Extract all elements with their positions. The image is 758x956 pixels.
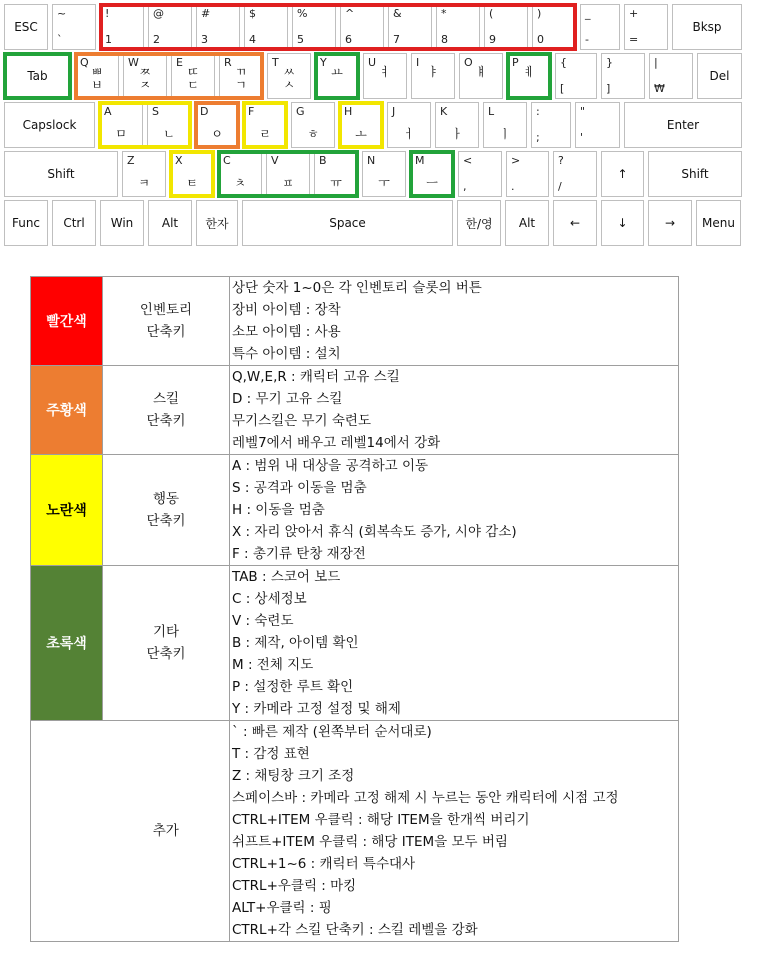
key-hangul-shift: ㅃ xyxy=(91,65,103,79)
key-w[interactable] xyxy=(123,53,167,99)
key-label: Alt xyxy=(518,216,536,230)
key-2[interactable] xyxy=(148,4,192,50)
key-hangul: ㄷ xyxy=(187,78,199,92)
shortcut-group-name xyxy=(103,366,230,455)
key-label: Bksp xyxy=(692,20,722,34)
description-line: X : 자리 앉아서 휴식 (회복속도 증가, 시야 감소) xyxy=(232,524,517,540)
key-k[interactable] xyxy=(435,102,479,148)
group-name-line: 기타 xyxy=(152,624,180,640)
key-label: → xyxy=(664,216,676,230)
key-label: Func xyxy=(11,216,41,230)
key-left[interactable] xyxy=(553,200,597,246)
key-hangul: ㄹ xyxy=(259,127,271,141)
key-label: ESC xyxy=(14,20,38,34)
description-line: TAB : 스코어 보드 xyxy=(232,569,341,585)
key-down[interactable] xyxy=(601,200,644,246)
key-shift-char: # xyxy=(201,7,211,20)
key-base-char: 8 xyxy=(441,33,448,46)
key-right[interactable] xyxy=(648,200,692,246)
key-shift-char: N xyxy=(367,154,376,167)
key-hangul: ㄴ xyxy=(163,127,175,141)
group-name-line: 단축키 xyxy=(146,324,186,340)
key-hangul: ㅊ xyxy=(234,176,246,190)
description-line: CTRL+각 스킬 단축키 : 스킬 레벨을 강화 xyxy=(232,922,478,938)
key-shift-char: & xyxy=(393,7,402,20)
description-line: M : 전체 지도 xyxy=(232,657,314,673)
key-base-char: ₩ xyxy=(654,82,665,95)
key-hangul-shift: ㄲ xyxy=(235,65,247,79)
description-line: ` : 빠른 제작 (왼쪽부터 순서대로) xyxy=(232,724,432,740)
description-cell xyxy=(230,277,679,366)
description-line: Q,W,E,R : 캐릭터 고유 스킬 xyxy=(232,369,400,385)
key-base-char: 4 xyxy=(249,33,256,46)
key-shift-char: C xyxy=(223,154,231,167)
key-v[interactable] xyxy=(266,151,310,197)
description-line: H : 이동을 멈춤 xyxy=(232,502,325,518)
key-base-char: , xyxy=(463,180,467,193)
key-hangul: ㅣ xyxy=(499,127,511,141)
description-line: S : 공격과 이동을 멈춤 xyxy=(232,480,367,496)
key-p[interactable] xyxy=(507,53,551,99)
key-e[interactable] xyxy=(171,53,215,99)
key-shift-char: ~ xyxy=(57,7,67,20)
key-s[interactable] xyxy=(147,102,191,148)
key-shift-char: > xyxy=(511,154,521,167)
key-shift-char: _ xyxy=(585,7,591,20)
key-label: ↑ xyxy=(617,167,628,181)
keyboard-diagram xyxy=(0,0,758,250)
key-shift-char: O xyxy=(464,56,473,69)
key-label: Tab xyxy=(27,69,48,83)
key-label: ↓ xyxy=(617,216,628,230)
table-row xyxy=(31,566,679,721)
key-shift-char: ^ xyxy=(345,7,355,20)
key-shift-char: E xyxy=(176,56,183,69)
key-label: Alt xyxy=(161,216,179,230)
description-line: CTRL+우클릭 : 마킹 xyxy=(232,878,357,894)
key-shift-char: L xyxy=(488,105,495,118)
key-shift-char: K xyxy=(440,105,448,118)
key-shift-char: V xyxy=(271,154,279,167)
key-base-char: . xyxy=(511,180,515,193)
key-shift-char: " xyxy=(580,105,586,118)
key-label: Shift xyxy=(681,167,709,181)
description-line: CTRL+1~6 : 캐릭터 특수대사 xyxy=(232,856,416,872)
description-line: C : 상세정보 xyxy=(232,591,307,607)
description-line: V : 숙련도 xyxy=(232,613,294,629)
key-hangul: ㅇ xyxy=(211,127,223,141)
key-lbracket[interactable] xyxy=(555,53,597,99)
key-quote[interactable] xyxy=(575,102,620,148)
description-cell xyxy=(230,566,679,721)
description-line: 장비 아이템 : 장착 xyxy=(232,302,341,318)
key-semicolon[interactable] xyxy=(531,102,571,148)
key-shift-char: J xyxy=(392,105,396,118)
description-line: 특수 아이템 : 설치 xyxy=(232,346,341,362)
key-comma[interactable] xyxy=(458,151,502,197)
key-i[interactable] xyxy=(411,53,455,99)
description-line: 레벨7에서 배우고 레벨14에서 강화 xyxy=(232,435,441,451)
key-label: Win xyxy=(110,216,134,230)
group-name-line: 인벤토리 xyxy=(139,302,193,318)
description-line: P : 설정한 루트 확인 xyxy=(232,679,354,695)
group-name-line: 단축키 xyxy=(146,513,186,529)
key-base-char: [ xyxy=(560,82,565,95)
key-up[interactable] xyxy=(601,151,644,197)
key-backslash[interactable] xyxy=(649,53,693,99)
key-hangul: ㅋ xyxy=(138,176,150,190)
key-shift-char: F xyxy=(248,105,255,118)
key-shift-char: P xyxy=(512,56,519,69)
table-row xyxy=(31,455,679,566)
key-shift-char: I xyxy=(416,56,420,69)
key-hangul-shift: ㅖ xyxy=(523,65,535,79)
description-line: Z : 채팅창 크기 조정 xyxy=(232,768,355,784)
key-d[interactable] xyxy=(195,102,239,148)
description-line: B : 제작, 아이템 확인 xyxy=(232,635,359,651)
key-hangul: ㅓ xyxy=(403,127,415,141)
key-label: Menu xyxy=(702,216,735,230)
key-equal[interactable] xyxy=(624,4,668,50)
key-shift-char: M xyxy=(415,154,425,167)
key-hangul-shift: ㄸ xyxy=(187,65,199,79)
group-name-line: 단축키 xyxy=(146,646,186,662)
key-shift-char: ? xyxy=(558,154,564,167)
key-func[interactable] xyxy=(4,200,48,246)
key-b[interactable] xyxy=(314,151,358,197)
key-shift-char: { xyxy=(560,56,567,69)
key-hangul: ㅅ xyxy=(283,78,295,92)
key-hangul: ㅁ xyxy=(115,127,127,141)
key-base-char: 7 xyxy=(393,33,400,46)
key-shift-char: + xyxy=(629,7,639,20)
key-hangul: ㅌ xyxy=(186,176,198,190)
key-shift-char: H xyxy=(344,105,353,118)
key-z[interactable] xyxy=(122,151,166,197)
key-label: Capslock xyxy=(22,118,77,132)
key-t[interactable] xyxy=(267,53,311,99)
key-5[interactable] xyxy=(292,4,336,50)
key-hanja[interactable] xyxy=(196,200,238,246)
key-shift-char: ) xyxy=(537,7,542,20)
key-esc[interactable] xyxy=(4,4,48,50)
key-hangul: ㅂ xyxy=(91,78,103,92)
key-r[interactable] xyxy=(219,53,263,99)
key-h[interactable] xyxy=(339,102,383,148)
category-cell: 초록색 xyxy=(31,566,103,721)
key-shift-char: W xyxy=(128,56,139,69)
key-shift-char: B xyxy=(319,154,327,167)
key-hangul-shift: ㅕ xyxy=(379,65,391,79)
key-menu[interactable] xyxy=(696,200,741,246)
category-cell: 빨간색 xyxy=(31,277,103,366)
key-base-char: 2 xyxy=(153,33,160,46)
key-l[interactable] xyxy=(483,102,527,148)
key-shift-char: R xyxy=(224,56,232,69)
key-a[interactable] xyxy=(99,102,143,148)
key-hangul: ㄱ xyxy=(235,78,247,92)
key-label: Space xyxy=(329,216,366,230)
group-name-line: 추가 xyxy=(152,823,179,839)
key-lshift[interactable] xyxy=(4,151,118,197)
key-y[interactable] xyxy=(315,53,359,99)
key-shift-char: G xyxy=(296,105,305,118)
group-name-line: 스킬 xyxy=(152,391,180,407)
table-row xyxy=(31,721,679,942)
description-line: 무기스킬은 무기 숙련도 xyxy=(232,413,371,429)
key-shift-char: * xyxy=(441,7,447,20)
key-hangul: ㅡ xyxy=(426,176,438,190)
key-shift-char: Z xyxy=(127,154,135,167)
key-u[interactable] xyxy=(363,53,407,99)
key-f[interactable] xyxy=(243,102,287,148)
description-line: 상단 숫자 1~0은 각 인벤토리 슬롯의 버튼 xyxy=(232,280,482,296)
key-rshift[interactable] xyxy=(648,151,742,197)
key-base-char: / xyxy=(558,180,562,193)
key-hangul: ㅜ xyxy=(378,176,390,190)
key-minus[interactable] xyxy=(580,4,620,50)
key-hangul: ㅈ xyxy=(139,78,151,92)
key-shift-char: ! xyxy=(105,7,110,20)
key-hangul: ㅍ xyxy=(282,176,294,190)
key-shift-char: $ xyxy=(249,7,256,20)
key-3[interactable] xyxy=(196,4,240,50)
key-shift-char: @ xyxy=(153,7,164,20)
description-line: 소모 아이템 : 사용 xyxy=(232,324,341,340)
key-0[interactable] xyxy=(532,4,576,50)
key-q[interactable] xyxy=(75,53,119,99)
category-cell: 주황색 xyxy=(31,366,103,455)
key-slash[interactable] xyxy=(553,151,597,197)
key-backtick[interactable] xyxy=(52,4,96,50)
key-period[interactable] xyxy=(506,151,549,197)
key-rbracket[interactable] xyxy=(601,53,645,99)
key-hangul-shift: ㅑ xyxy=(427,65,439,79)
key-tab[interactable] xyxy=(4,53,71,99)
key-shift-char: A xyxy=(104,105,112,118)
key-base-char: ' xyxy=(580,131,584,144)
key-hangul: ㅎ xyxy=(307,127,319,141)
key-base-char: - xyxy=(585,33,589,46)
description-line: Y : 카메라 고정 설정 및 해제 xyxy=(232,701,401,717)
key-space[interactable] xyxy=(242,200,453,246)
key-shift-char: D xyxy=(200,105,209,118)
key-base-char: = xyxy=(629,33,639,46)
key-hangul: ㅏ xyxy=(451,127,463,141)
key-shift-char: X xyxy=(175,154,183,167)
shortcut-group-name xyxy=(103,566,230,721)
key-shift-char: | xyxy=(654,56,658,69)
shortcut-table xyxy=(30,276,679,942)
key-label: Shift xyxy=(47,167,75,181)
key-base-char: ` xyxy=(57,33,63,46)
key-bksp[interactable] xyxy=(672,4,742,50)
category-cell xyxy=(31,721,103,942)
description-line: F : 총기류 탄창 재장전 xyxy=(232,546,366,562)
shortcut-group-name xyxy=(103,721,230,942)
key-shift-char: S xyxy=(152,105,159,118)
key-base-char: 5 xyxy=(297,33,304,46)
key-hangul-shift: ㅉ xyxy=(139,65,151,79)
key-label: Enter xyxy=(666,118,700,132)
key-6[interactable] xyxy=(340,4,384,50)
key-g[interactable] xyxy=(291,102,335,148)
key-7[interactable] xyxy=(388,4,432,50)
key-caps[interactable] xyxy=(4,102,95,148)
description-cell xyxy=(230,366,679,455)
shortcut-group-name xyxy=(103,455,230,566)
key-j[interactable] xyxy=(387,102,431,148)
key-label: 한/영 xyxy=(465,216,493,231)
key-base-char: 9 xyxy=(489,33,496,46)
key-label: 한자 xyxy=(205,216,229,231)
key-x[interactable] xyxy=(170,151,214,197)
group-name-line: 행동 xyxy=(152,491,180,507)
key-8[interactable] xyxy=(436,4,480,50)
key-del[interactable] xyxy=(697,53,742,99)
key-label: Ctrl xyxy=(63,216,85,230)
key-hangul: ㅗ xyxy=(355,127,367,141)
description-line: 스페이스바 : 카메라 고정 해제 시 누르는 동안 캐릭터에 시점 고정 xyxy=(232,790,619,806)
key-1[interactable] xyxy=(100,4,144,50)
key-hangul-shift: ㅒ xyxy=(475,65,487,79)
description-line: 쉬프트+ITEM 우클릭 : 해당 ITEM을 모두 버림 xyxy=(232,834,508,850)
key-hangul-shift: ㅛ xyxy=(331,65,343,79)
key-shift-char: : xyxy=(536,105,540,118)
key-lalt[interactable] xyxy=(148,200,192,246)
key-base-char: 3 xyxy=(201,33,208,46)
table-row xyxy=(31,366,679,455)
key-o[interactable] xyxy=(459,53,503,99)
description-line: D : 무기 고유 스킬 xyxy=(232,391,343,407)
key-hangul: ㅠ xyxy=(330,176,342,190)
description-line: T : 감정 표현 xyxy=(232,746,310,762)
key-hanyoung[interactable] xyxy=(457,200,501,246)
key-m[interactable] xyxy=(410,151,454,197)
description-cell xyxy=(230,455,679,566)
key-shift-char: Q xyxy=(80,56,89,69)
key-shift-char: } xyxy=(606,56,613,69)
key-4[interactable] xyxy=(244,4,288,50)
group-name-line: 단축키 xyxy=(146,413,186,429)
key-base-char: ] xyxy=(606,82,611,95)
description-line: A : 범위 내 대상을 공격하고 이동 xyxy=(232,458,429,474)
description-line: CTRL+ITEM 우클릭 : 해당 ITEM을 한개씩 버리기 xyxy=(232,812,530,828)
description-cell xyxy=(230,721,679,942)
key-c[interactable] xyxy=(218,151,262,197)
key-enter[interactable] xyxy=(624,102,742,148)
table-row xyxy=(31,277,679,366)
key-shift-char: Y xyxy=(320,56,327,69)
key-hangul-shift: ㅆ xyxy=(283,65,295,79)
key-shift-char: ( xyxy=(489,7,494,20)
key-shift-char: T xyxy=(272,56,279,69)
shortcut-group-name xyxy=(103,277,230,366)
key-9[interactable] xyxy=(484,4,528,50)
key-base-char: 6 xyxy=(345,33,352,46)
key-ralt[interactable] xyxy=(505,200,549,246)
description-line: ALT+우클릭 : 핑 xyxy=(232,900,332,916)
key-label: Del xyxy=(709,69,730,83)
category-cell: 노란색 xyxy=(31,455,103,566)
key-label: ← xyxy=(569,216,581,230)
key-base-char: 0 xyxy=(537,33,544,46)
key-shift-char: % xyxy=(297,7,308,20)
key-win[interactable] xyxy=(100,200,144,246)
key-n[interactable] xyxy=(362,151,406,197)
key-base-char: 1 xyxy=(105,33,112,46)
key-shift-char: U xyxy=(368,56,377,69)
key-shift-char: < xyxy=(463,154,473,167)
key-ctrl[interactable] xyxy=(52,200,96,246)
key-base-char: ; xyxy=(536,131,540,144)
